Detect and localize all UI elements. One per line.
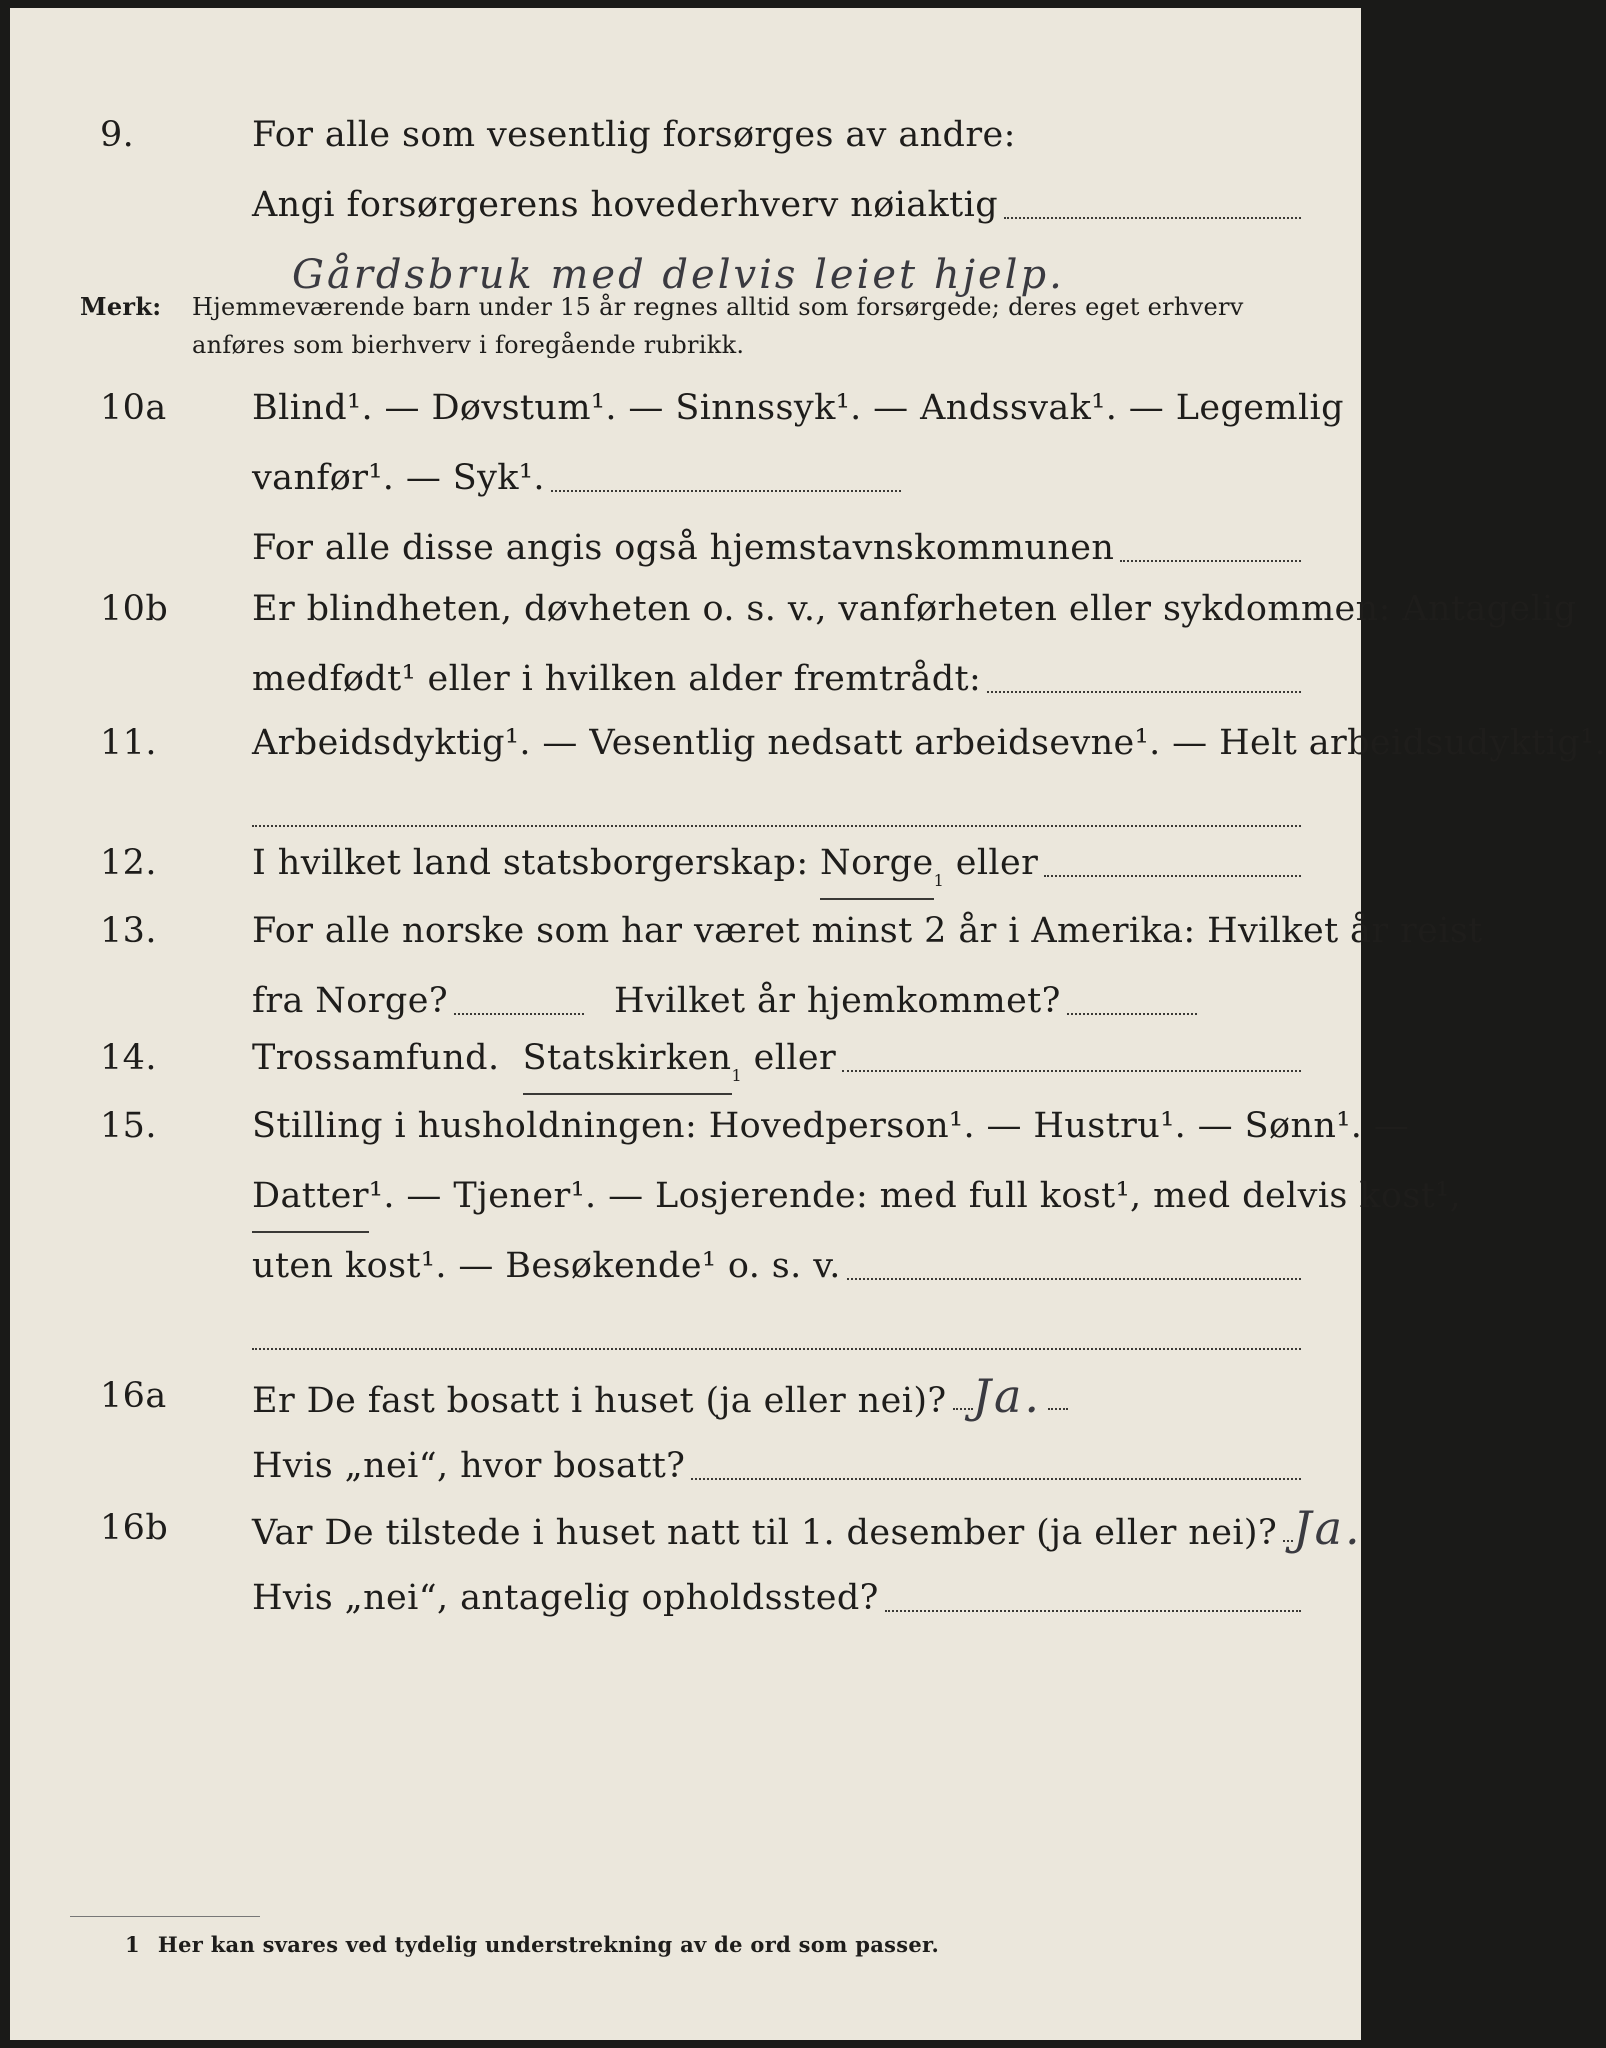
question-text: medfødt¹ eller i hvilken alder fremtrådt: (252, 659, 982, 699)
question-number: 10b (100, 589, 169, 629)
question-text: Stilling i husholdningen: Hovedperson¹. — Hustru¹. — Sønn¹. — (252, 1106, 1410, 1146)
question-text: Hvis „nei“, antagelig opholdssted? (252, 1578, 879, 1618)
handwritten-answer: Gårdsbruk med delvis leiet hjelp. (292, 252, 1065, 298)
answer-line (252, 1348, 1301, 1350)
question-number: 15. (100, 1106, 157, 1146)
footnote (125, 1932, 939, 1957)
footnote-mark: 1 (125, 1932, 140, 1957)
question-number: 11. (100, 723, 157, 763)
answer-line (847, 1278, 1301, 1280)
footnote-text: Her kan svares ved tydelig understrekning av de ord som passer. (157, 1932, 940, 1957)
note-text: Hjemmeværende barn under 15 år regnes alltid som forsørgede; deres eget erhverv (192, 293, 1244, 321)
question-number: 10a (100, 388, 167, 428)
answer-line (1067, 1013, 1197, 1015)
note-text: anføres som bierhverv i foregående rubrikk. (192, 331, 745, 359)
answer-line (551, 490, 901, 492)
option-norge: Norge (820, 828, 934, 900)
answer-line (885, 1610, 1301, 1612)
answer-line (691, 1478, 1301, 1480)
question-number: 12. (100, 843, 157, 883)
question-text: ¹. — Tjener¹. — Losjerende: med full kost¹, med delvis kost¹, (368, 1176, 1462, 1216)
question-text: Var De tilstede i huset natt til 1. desember (ja eller nei)? (252, 1513, 1278, 1553)
question-text: Arbeidsdyktig¹. — Vesentlig nedsatt arbeidsevne¹. — Helt arbeidsudyktig¹. (252, 723, 1606, 763)
question-number: 16b (100, 1508, 169, 1548)
answer-line (1120, 560, 1301, 562)
footnote-rule (70, 1916, 260, 1917)
question-text: Angi forsørgerens hovederhverv nøiaktig (252, 185, 999, 225)
answer-line (1044, 875, 1301, 877)
answer-line (252, 825, 1301, 827)
question-text: eller (753, 1038, 837, 1078)
answer-line (1048, 1408, 1068, 1410)
answer-line (987, 691, 1301, 693)
question-number: 13. (100, 911, 157, 951)
answer-line (953, 1408, 973, 1410)
question-text: Blind¹. — Døvstum¹. — Sinnssyk¹. — Andssvak¹. — Legemlig (252, 388, 1344, 428)
question-text: I hvilket land statsborgerskap: (252, 843, 809, 883)
answer-line (842, 1070, 1301, 1072)
answer-line (1004, 217, 1301, 219)
handwritten-answer: Ja. (972, 1369, 1043, 1423)
question-text: For alle norske som har været minst 2 år i Amerika: Hvilket år reist (252, 911, 1483, 951)
note-label: Merk: (80, 292, 162, 321)
option-statskirken: Statskirken (523, 1023, 732, 1095)
handwritten-answer: Ja. (1293, 1501, 1363, 1555)
question-text: fra Norge? (252, 981, 448, 1021)
answer-line (454, 1013, 584, 1015)
question-text: Hvilket år hjemkommet? (614, 981, 1061, 1021)
question-text: eller (955, 843, 1039, 883)
question-text: For alle disse angis også hjemstavnskommunen (252, 528, 1115, 568)
question-text: For alle som vesentlig forsørges av andre: (252, 115, 1016, 155)
question-number: 16a (100, 1376, 167, 1416)
option-datter: Datter (252, 1161, 369, 1233)
question-number: 14. (100, 1038, 157, 1078)
census-form-page: 9. For alle som vesentlig forsørges av andre: Angi forsørgerens hovederhverv nøiaktig Gårdsbruk med delvis leiet hjelp. Merk: Hjemmeværende barn under 15 år regnes alltid som forsørgede; deres eget erhverv anføres som bierhverv i foregående rubrikk. 10a Blind¹. — Døvstum¹. — Sinnssyk¹. — Andssvak¹. — Legemlig vanfør¹. — Syk¹. For alle disse angis også hjemstavnskommunen 10b Er blindheten, døvheten o. s. v., vanførheten eller sykdommen: Antagelig medfødt¹ eller i hvilken alder fremtrådt: 11. Arbeidsdyktig¹. — Vesentlig nedsatt arbeidsevne¹. — Helt arbeidsudyktig¹. 12. I hvilket land statsborgerskap: Norge $^1$ eller 13. For alle norske som har været minst 2 år i Amerika: Hvilket år reist fra Norge? Hvilket år hjemkommet? 14. Trossamfund. Statskirken $^1$ eller 15. Stilling i husholdningen: Hovedperson¹. — Hustru¹. — Sønn¹. — Datter ¹. — Tjener¹. — Losjerende: med full kost¹, med delvis kost¹, uten kost¹. — Besøkende¹ o. s. v. 16a Er De fast bosatt i huset (ja eller nei)? Ja. Hvis „nei“, hvor bosatt? 16b Var De tilstede i huset natt til 1. desember (ja eller nei)? Ja. Hvis „nei“, antagelig opholdssted? 1 Her kan svares ved tydelig understrekning av de ord som passer. (10, 8, 1361, 2040)
question-text: Trossamfund. (252, 1038, 500, 1078)
question-text: Er blindheten, døvheten o. s. v., vanførheten eller sykdommen: Antagelig (252, 589, 1577, 629)
answer-line (1283, 1540, 1293, 1542)
note-merk (80, 288, 1301, 364)
question-number: 9. (100, 115, 135, 155)
question-text: uten kost¹. — Besøkende¹ o. s. v. (252, 1246, 841, 1286)
question-text: vanfør¹. — Syk¹. (252, 458, 545, 498)
question-text: Hvis „nei“, hvor bosatt? (252, 1446, 686, 1486)
question-text: Er De fast bosatt i huset (ja eller nei)? (252, 1381, 947, 1421)
